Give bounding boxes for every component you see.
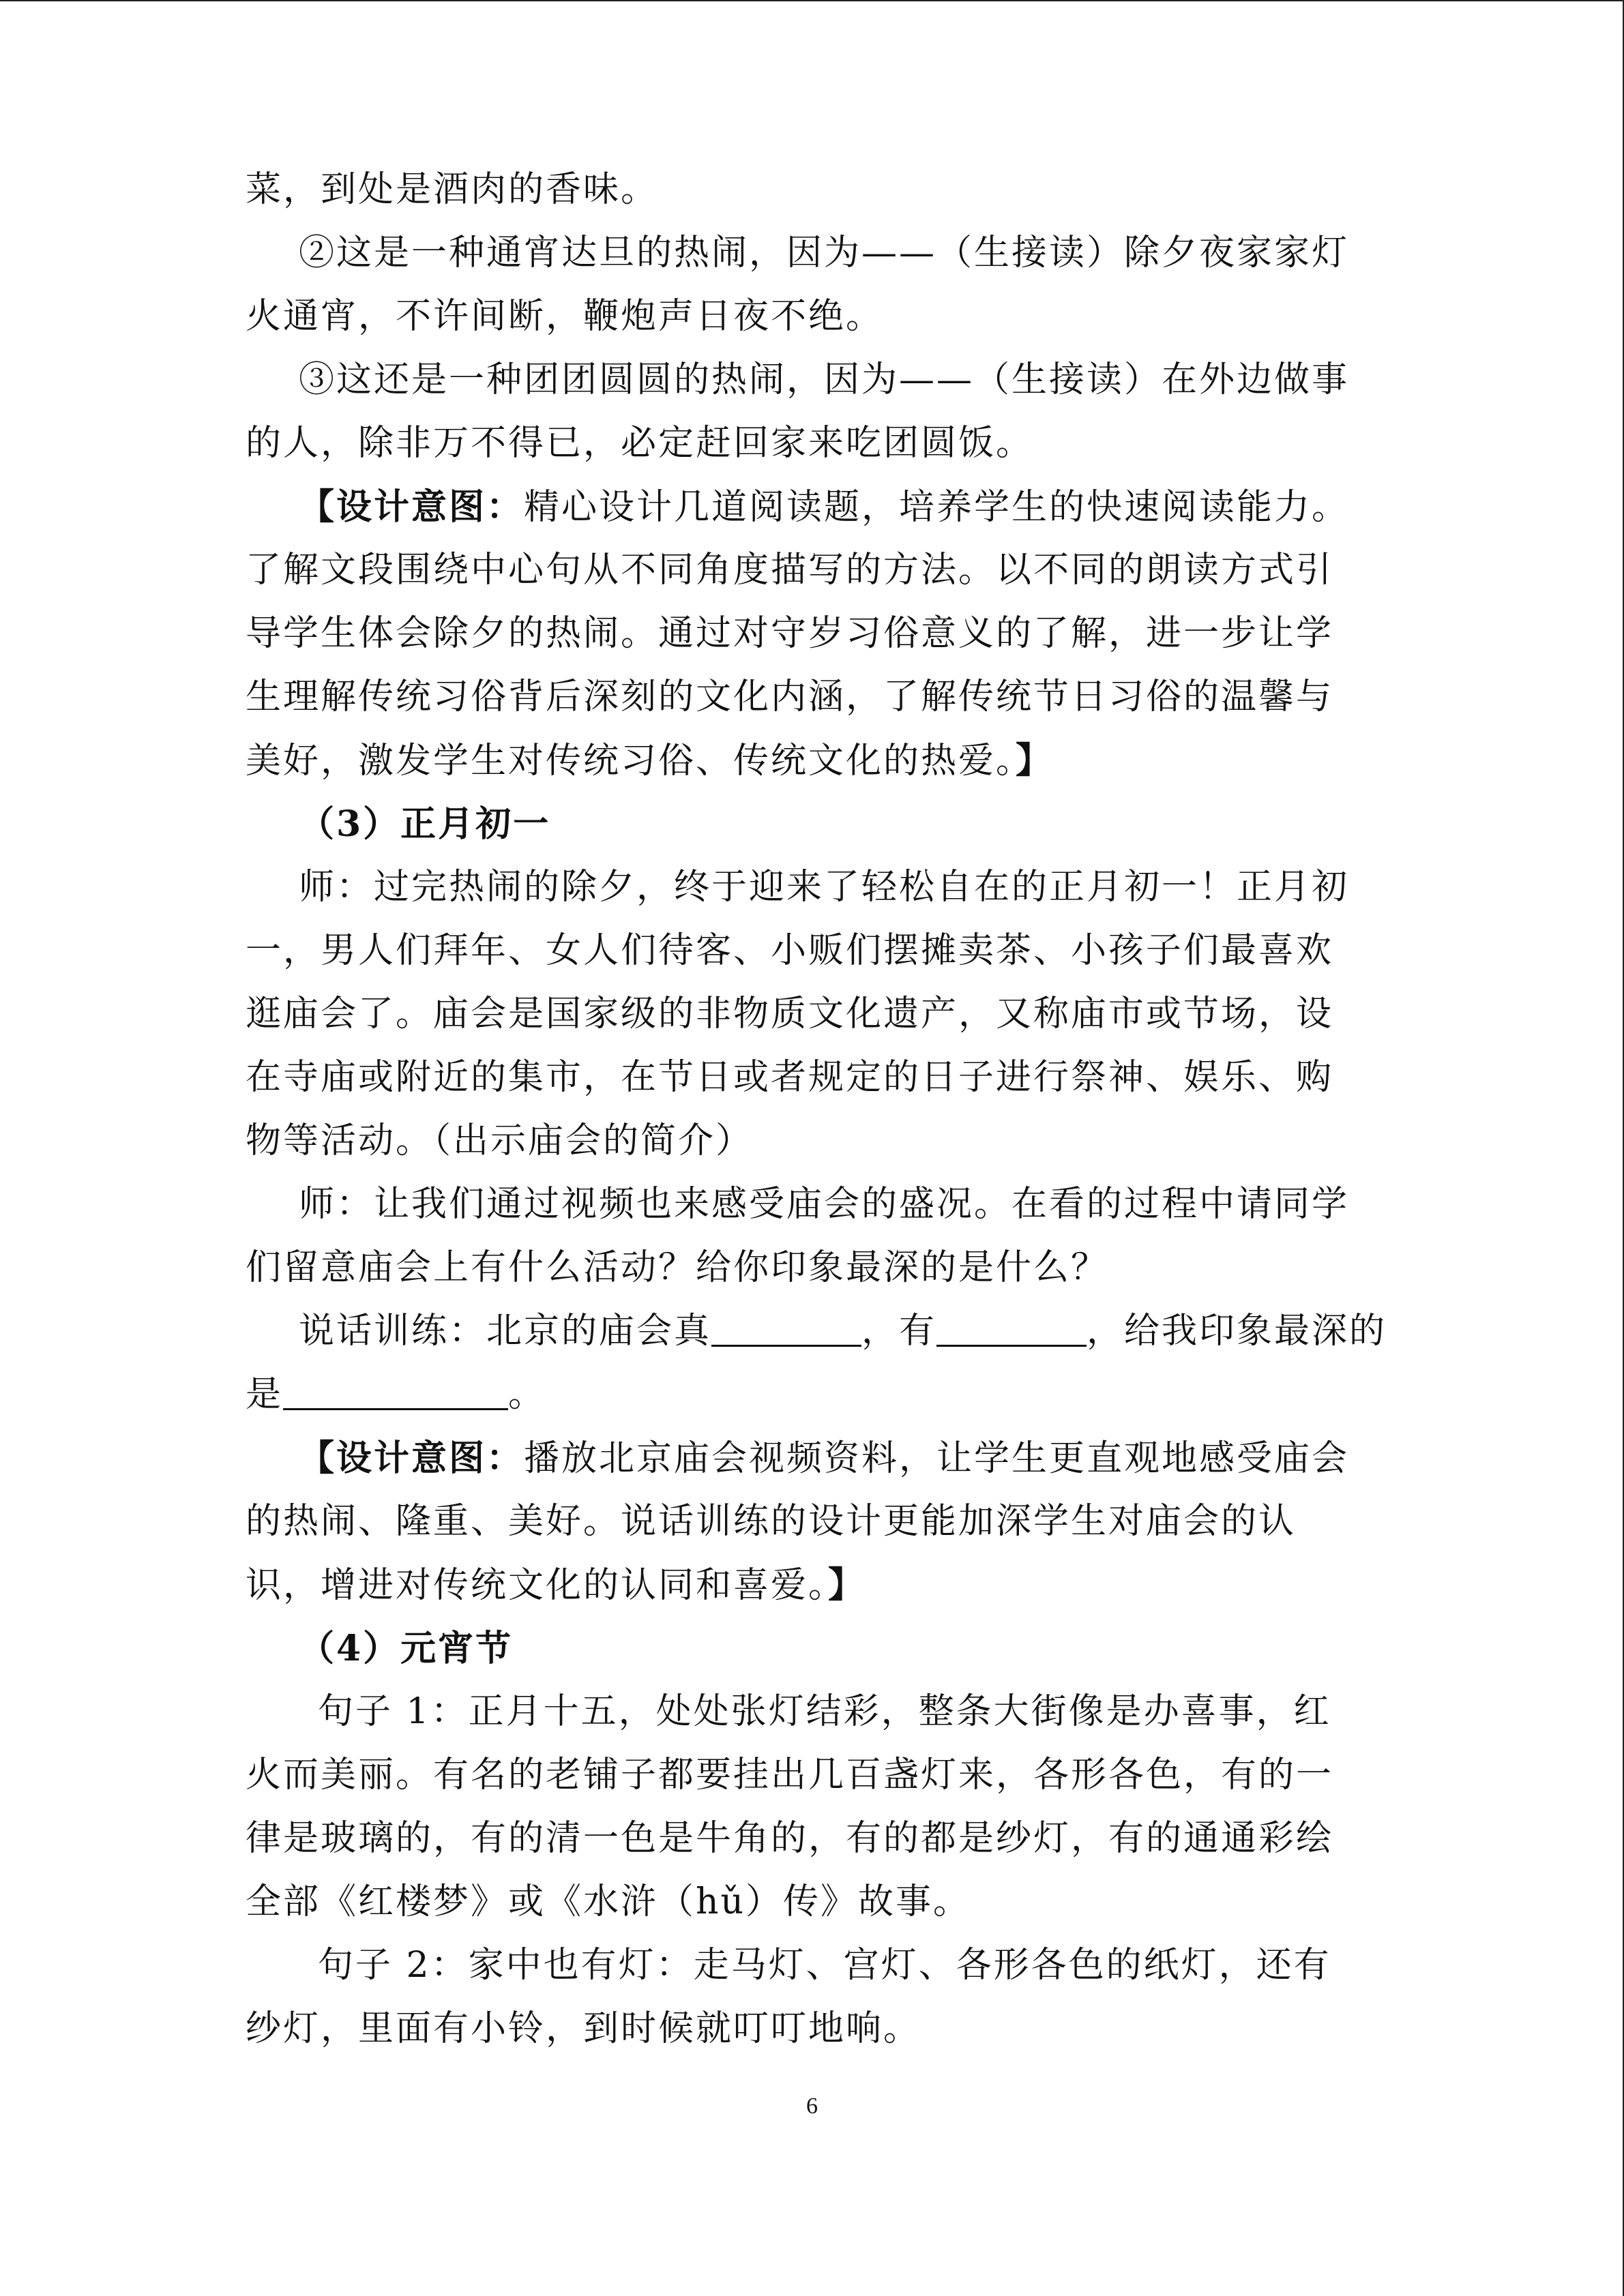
page-border-top	[0, 0, 1624, 1]
paragraph-line: 师：过完热闹的除夕，终于迎来了轻松自在的正月初一！正月初	[299, 867, 1350, 908]
paragraph-line: 句子 1：正月十五，处处张灯结彩，整条大街像是办喜事，红	[318, 1691, 1331, 1732]
paragraph-line: ②这是一种通宵达旦的热闹，因为——（生接读）除夕夜家家灯	[299, 233, 1350, 273]
design-intent-line	[246, 475, 1378, 539]
paragraph-line: 律是玻璃的，有的清一色是牛角的，有的都是纱灯，有的通通彩绘	[246, 1818, 1334, 1859]
paragraph-line: 们留意庙会上有什么活动？给你印象最深的是什么？	[246, 1247, 1109, 1288]
paragraph-line: 导学生体会除夕的热闹。通过对守岁习俗意义的了解，进一步让学	[246, 613, 1334, 654]
design-intent-end-line	[246, 729, 1378, 792]
paragraph-line: 在寺庙或附近的集市，在节日或者规定的日子进行祭神、娱乐、购	[246, 1057, 1334, 1098]
document-body	[246, 158, 1387, 2061]
fill-blank	[711, 1312, 861, 1347]
paragraph-line: 的人，除非万不得已，必定赶回家来吃团圆饭。	[246, 423, 1034, 464]
exercise-text: 。	[508, 1374, 546, 1415]
paragraph-line: 逛庙会了。庙会是国家级的非物质文化遗产，又称庙市或节场，设	[246, 994, 1334, 1034]
design-intent-label: 【设计意图：	[299, 486, 525, 528]
section-heading: （4）元宵节	[299, 1628, 514, 1669]
design-intent-text: 精心设计几道阅读题，培养学生的快速阅读能力。	[524, 487, 1350, 528]
bracket-close: 】	[1016, 740, 1054, 781]
design-intent-end-line	[246, 1553, 1378, 1617]
paragraph-line: 全部《红楼梦》或《水浒（hǔ）传》故事。	[246, 1881, 971, 1922]
paragraph-line: ③这还是一种团团圆圆的热闹，因为——（生接读）在外边做事	[299, 359, 1350, 400]
paragraph-line: 了解文段围绕中心句从不同角度描写的方法。以不同的朗读方式引	[246, 550, 1334, 591]
speaking-exercise-line	[246, 1300, 1387, 1363]
design-intent-text: 识，增进对传统文化的认同和喜爱。	[246, 1565, 829, 1606]
exercise-text: ，给我印象最深的	[1087, 1311, 1387, 1352]
paragraph-line: 火通宵，不许间断，鞭炮声日夜不绝。	[246, 296, 884, 337]
paragraph-line: 师：让我们通过视频也来感受庙会的盛况。在看的过程中请同学	[299, 1184, 1350, 1225]
design-intent-label: 【设计意图：	[299, 1437, 525, 1479]
section-heading: （3）正月初一	[299, 803, 551, 845]
fill-blank	[283, 1375, 508, 1410]
exercise-text: ，有	[861, 1311, 937, 1352]
design-intent-text: 美好，激发学生对传统习俗、传统文化的热爱。	[246, 741, 1016, 781]
design-intent-line	[246, 1427, 1378, 1490]
design-intent-text: 播放北京庙会视频资料，让学生更直观地感受庙会	[524, 1438, 1350, 1479]
paragraph-line: 的热闹、隆重、美好。说话训练的设计更能加深学生对庙会的认	[246, 1501, 1297, 1542]
exercise-text: 是	[246, 1374, 284, 1415]
paragraph-line: 纱灯，里面有小铃，到时候就叮叮地响。	[246, 2008, 921, 2049]
paragraph-line: 句子 2：家中也有灯：走马灯、宫灯、各形各色的纸灯，还有	[318, 1945, 1331, 1986]
paragraph-line: 一，男人们拜年、女人们待客、小贩们摆摊卖茶、小孩子们最喜欢	[246, 930, 1334, 971]
paragraph-line: 火而美丽。有名的老铺子都要挂出几百盏灯来，各形各色，有的一	[246, 1755, 1334, 1795]
exercise-text: 说话训练：北京的庙会真	[299, 1311, 712, 1352]
bracket-close: 】	[828, 1564, 866, 1606]
fill-blank	[936, 1312, 1087, 1347]
speaking-exercise-line	[246, 1363, 1378, 1427]
paragraph-line: 生理解传统习俗背后深刻的文化内涵，了解传统节日习俗的温馨与	[246, 676, 1334, 717]
page-number: 6	[806, 2093, 818, 2119]
paragraph-line: 物等活动。（出示庙会的简介）	[246, 1120, 754, 1161]
paragraph-line: 菜，到处是酒肉的香味。	[246, 169, 659, 210]
